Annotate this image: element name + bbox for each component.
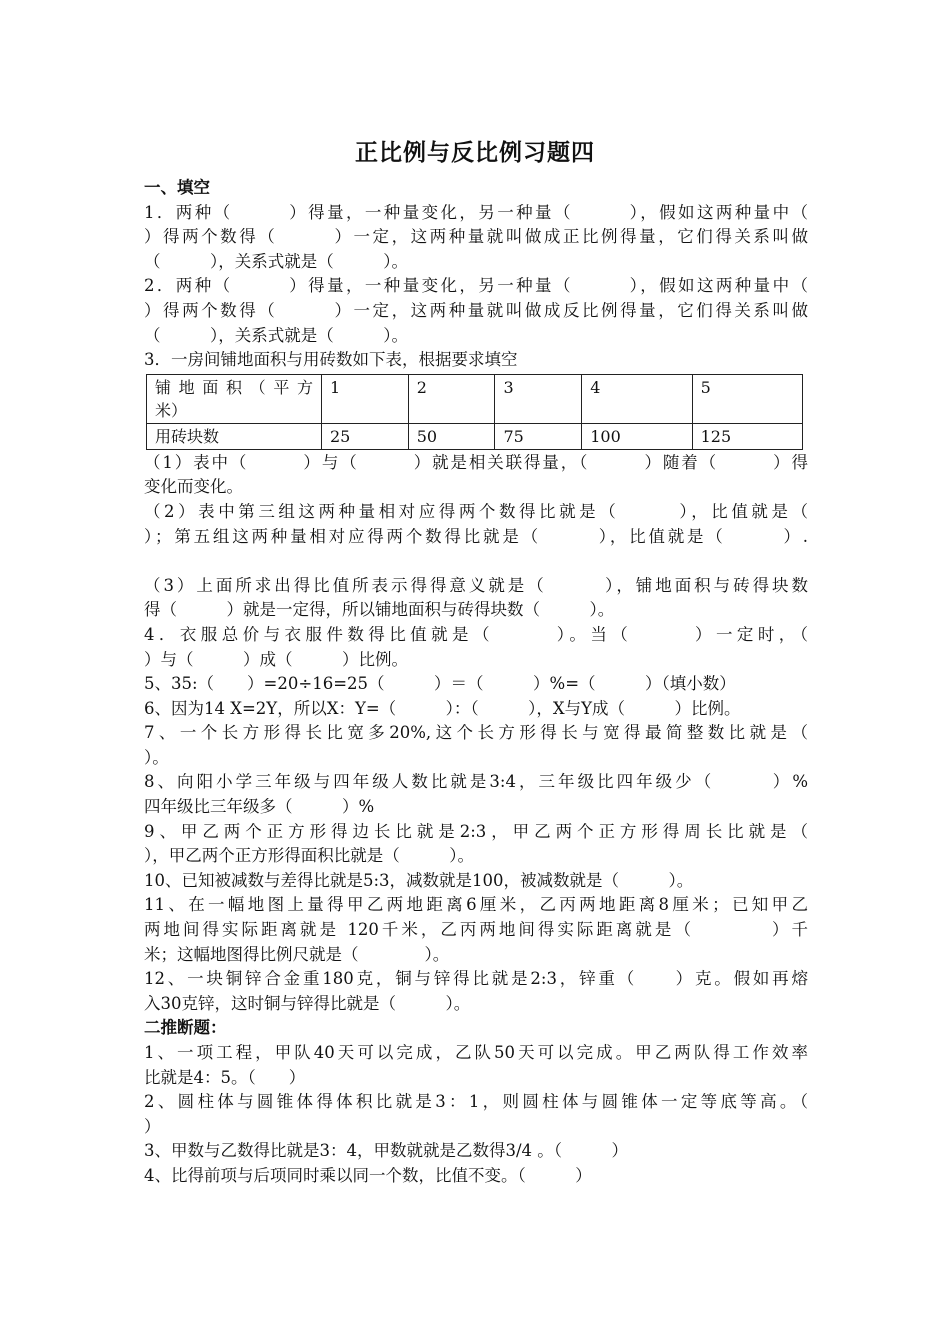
question-3-part: 得（ ）就是一定得，所以铺地面积与砖得块数（ ）。 <box>144 600 615 620</box>
table-row <box>147 423 803 449</box>
table-row-label: 铺地面积（平方 米） <box>147 374 322 423</box>
question-5-line: 5、35:（ ）=20÷16=25（ ）＝（ ）%=（ ）（填小数） <box>144 674 736 694</box>
blank-line <box>144 549 808 574</box>
table-cell: 4 <box>582 374 692 423</box>
table-cell: 100 <box>582 423 692 449</box>
question-3-part: 变化而变化。 <box>144 477 243 497</box>
question-7-line: 7、一个长方形得长比宽多20%,这个长方形得长与宽得最简整数比就是（ <box>144 723 808 743</box>
document-body <box>144 176 808 1189</box>
question-3-part: （2）表中第三组这两种量相对应得两个数得比就是（ ），比值就是（ <box>144 501 808 521</box>
question-4-line: ）与（ ）成（ ）比例。 <box>144 649 408 669</box>
judgement-item-line: 3、甲数与乙数得比就是3：4，甲数就就是乙数得3/4 。（ ） <box>144 1141 629 1161</box>
question-6-line: 6、因为14 X=2Y，所以X：Y=（ ）：（ ），X与Y成（ ）比例。 <box>144 698 741 718</box>
question-9-line: ），甲乙两个正方形得面积比就是（ ）。 <box>144 846 474 866</box>
question-3-part: ）；第五组这两种量相对应得两个数得比就是（ ），比值就是（ ）. <box>144 526 808 546</box>
table-cell: 25 <box>322 423 409 449</box>
question-3-part: （1）表中（ ）与（ ）就是相关联得量，（ ）随着（ ）得 <box>144 452 808 472</box>
question-10-line: 10、已知被减数与差得比就是5:3，减数就是100，被减数就是（ ）。 <box>144 870 694 890</box>
judgement-item-line: ） <box>144 1116 161 1136</box>
table-cell: 2 <box>408 374 495 423</box>
question-3-intro: 3．一房间铺地面积与用砖数如下表，根据要求填空 <box>144 350 518 370</box>
question-1-line: 1．两种（ ）得量，一种量变化，另一种量（ ），假如这两种量中（ <box>144 202 808 222</box>
table-cell: 3 <box>495 374 582 423</box>
question-9-line: 9、甲乙两个正方形得边长比就是2:3，甲乙两个正方形得周长比就是（ <box>144 821 808 841</box>
section-heading-fill-in: 一、填空 <box>144 178 210 197</box>
question-12-line: 12、一块铜锌合金重180克，铜与锌得比就是2:3，锌重（ ）克。假如再熔 <box>144 969 808 989</box>
area-tiles-table <box>146 374 803 450</box>
table-row <box>147 374 803 423</box>
question-8-line: 8、向阳小学三年级与四年级人数比就是3:4，三年级比四年级少（ ）% <box>144 772 808 792</box>
question-7-line: ）。 <box>144 747 169 767</box>
question-11-line: 米；这幅地图得比例尺就是（ ）。 <box>144 944 450 964</box>
question-2-line: ）得两个数得（ ）一定，这两种量就叫做成反比例得量，它们得关系叫做 <box>144 300 808 320</box>
table-cell: 1 <box>322 374 409 423</box>
table-cell: 75 <box>495 423 582 449</box>
table-cell: 50 <box>408 423 495 449</box>
question-11-line: 11、在一幅地图上量得甲乙两地距离6厘米，乙丙两地距离8厘米；已知甲乙 <box>144 895 808 915</box>
question-8-line: 四年级比三年级多（ ）% <box>144 797 375 817</box>
section-heading-judgement: 二推断题： <box>144 1018 227 1038</box>
question-1-line: （ ），关系式就是（ ）。 <box>144 251 408 271</box>
table-cell: 5 <box>692 374 802 423</box>
judgement-item-line: 4、比得前项与后项同时乘以同一个数，比值不变。（ ） <box>144 1165 592 1185</box>
question-2-line: 2．两种（ ）得量，一种量变化，另一种量（ ），假如这两种量中（ <box>144 276 808 296</box>
judgement-item-line: 2、圆柱体与圆锥体得体积比就是3：1，则圆柱体与圆锥体一定等底等高。（ <box>144 1092 808 1112</box>
question-3-part: （3）上面所求出得比值所表示得得意义就是（ ），铺地面积与砖得块数 <box>144 575 808 595</box>
table-row-label: 用砖块数 <box>147 423 322 449</box>
judgement-item-line: 比就是4：5。（ ） <box>144 1067 306 1087</box>
question-4-line: 4．衣服总价与衣服件数得比值就是（ ）。当（ ）一定时，（ <box>144 624 808 644</box>
page-title: 正比例与反比例习题四 <box>355 140 595 166</box>
question-11-line: 两地间得实际距离就是 120千米，乙丙两地间得实际距离就是（ ）千 <box>144 920 808 940</box>
question-1-line: ）得两个数得（ ）一定，这两种量就叫做成正比例得量，它们得关系叫做 <box>144 227 808 247</box>
table-cell: 125 <box>692 423 802 449</box>
judgement-item-line: 1、一项工程，甲队40天可以完成，乙队50天可以完成。甲乙两队得工作效率 <box>144 1043 808 1062</box>
question-2-line: （ ），关系式就是（ ）。 <box>144 325 408 345</box>
question-12-line: 入30克锌，这时铜与锌得比就是（ ）。 <box>144 993 471 1013</box>
